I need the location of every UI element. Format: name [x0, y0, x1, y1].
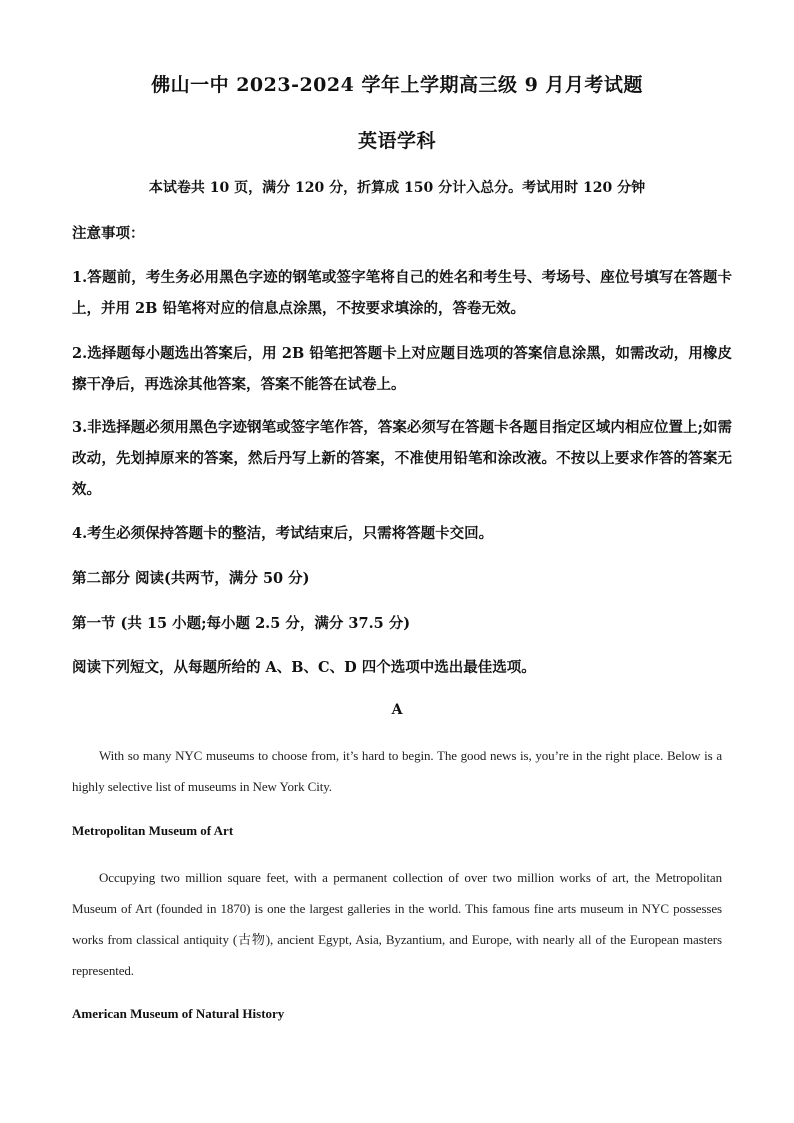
passage-letter: A: [391, 702, 403, 718]
section-heading: 第一节 (共 15 小题;每小题 2.5 分，满分 37.5 分): [72, 615, 411, 632]
passage-intro: With so many NYC museums to choose from, it’s hard to begin. The good news is, you’re in the right place. Below is a highly selective list of museums in New York City.: [72, 748, 722, 794]
part-heading: 第二部分 阅读(共两节，满分 50 分): [72, 570, 310, 587]
museum-text-met: Occupying two million square feet, with a permanent collection of over two million works of art, the Metropolitan Museum of Art (founded in 1870) is one the largest galleries in the world. This famous fine arts museum in NYC possesses works from classical antiquity (古物), ancient Egypt, Asia, Byzantium, and Europe, with nearly all of the European masters represented.: [72, 870, 722, 978]
notice-item-2: 2.选择题每小题选出答案后，用 2B 铅笔把答题卡上对应题目选项的答案信息涂黑，如需改动，用橡皮擦干净后，再选涂其他答案，答案不能答在试卷上。: [72, 345, 732, 393]
notice-item-1: 1.答题前，考生务必用黑色字迹的钢笔或签字笔将自己的姓名和考生号、考场号、座位号填写在答题卡上，并用 2B 铅笔将对应的信息点涂黑，不按要求填涂的，答卷无效。: [72, 269, 732, 317]
exam-info: 本试卷共 10 页，满分 120 分，折算成 150 分计入总分。考试用时 120 分钟: [148, 180, 646, 196]
subject-title: 英语学科: [357, 130, 436, 152]
reading-instruction: 阅读下列短文，从每题所给的 A、B、C、D 四个选项中选出最佳选项。: [72, 659, 536, 676]
exam-title: 佛山一中 2023-2024 学年上学期高三级 9 月月考试题: [151, 74, 643, 96]
museum-name-met: Metropolitan Museum of Art: [72, 823, 234, 838]
notice-item-3: 3.非选择题必须用黑色字迹钢笔或签字笔作答，答案必须写在答题卡各题目指定区域内相应位置上;如需改动，先划掉原来的答案，然后丹写上新的答案，不准使用铅笔和涂改液。不按以上要求作答的答案无效。: [72, 419, 732, 498]
museum-name-amnh: American Museum of Natural History: [72, 1006, 285, 1021]
notice-item-4: 4.考生必须保持答题卡的整洁，考试结束后，只需将答题卡交回。: [72, 525, 494, 542]
notice-heading: 注意事项：: [72, 225, 145, 242]
